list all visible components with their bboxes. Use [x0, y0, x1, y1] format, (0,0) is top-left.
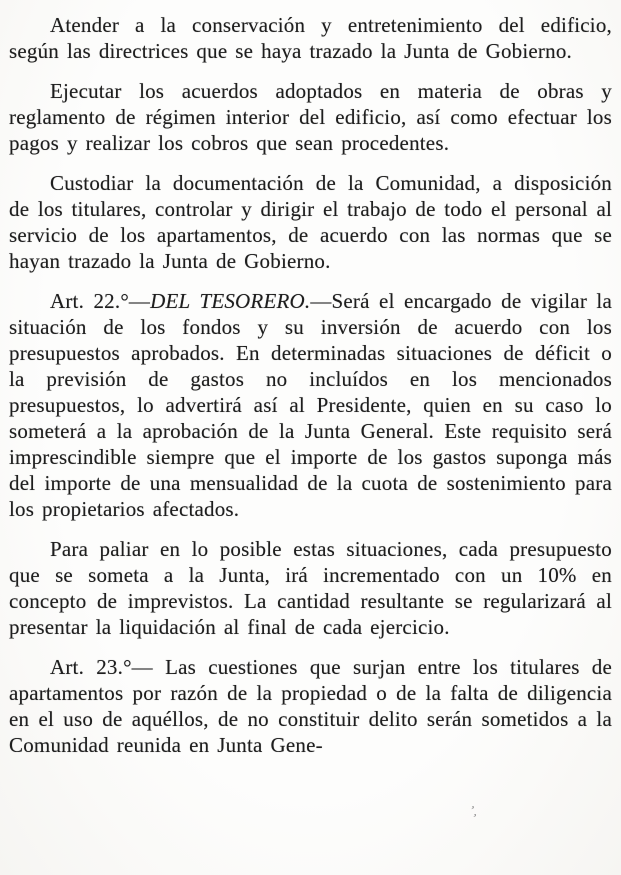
paragraph-articulo-22 [9, 288, 612, 522]
paragraph-text: —Será el encargado de vigilar la situación de los fondos y su inversión de acuerdo con los presupuestos aprobados. En determinadas situaciones de déficit o la previsión de gastos no incluídos en los mencionados presupuestos, lo advertirá así al Presidente, quien en su caso lo someterá a la aprobación de la Junta General. Este requisito será imprescindible siempre que el importe de los gastos suponga más del importe de una mensualidad de la cuota de sostenimiento para los propietarios afectados. [9, 289, 612, 521]
paragraph-text: Custodiar la documentación de la Comunidad, a disposición de los titulares, controlar y dirigir el trabajo de todo el personal al servicio de los apartamentos, de acuerdo con las normas que se hayan trazado la Junta de Gobierno. [9, 171, 612, 273]
paragraph-articulo-23 [9, 654, 612, 758]
article-number: Art. 22.°— [50, 289, 151, 313]
paragraph-ejecutar-acuerdos [9, 78, 612, 156]
paragraph-text: Para paliar en lo posible estas situaciones, cada presupuesto que se someta a la Junta, irá incrementado con un 10% en concepto de imprevistos. La cantidad resultante se regularizará al presentar la liquidación al final de cada ejercicio. [9, 537, 612, 639]
paragraph-text: Atender a la conservación y entretenimiento del edificio, según las directrices que se haya trazado la Junta de Gobierno. [9, 13, 612, 63]
article-title-del-tesorero: DEL TESORERO. [150, 289, 311, 313]
paragraph-custodiar-documentacion [9, 170, 612, 274]
paragraph-text: Las cuestiones que surjan entre los titulares de apartamentos por razón de la propiedad o de la falta de diligencia en el uso de aquéllos, de no constituir delito serán sometidos a la Comunidad reunida en Junta Gene- [9, 655, 612, 757]
article-number: Art. 23.°— [50, 655, 166, 679]
paragraph-paliar-situaciones [9, 536, 612, 640]
print-smudge-artifact: ’, [468, 802, 480, 819]
paragraph-conservacion [9, 12, 612, 64]
paragraph-text: Ejecutar los acuerdos adoptados en materia de obras y reglamento de régimen interior del edificio, así como efectuar los pagos y realizar los cobros que sean procedentes. [9, 79, 612, 155]
